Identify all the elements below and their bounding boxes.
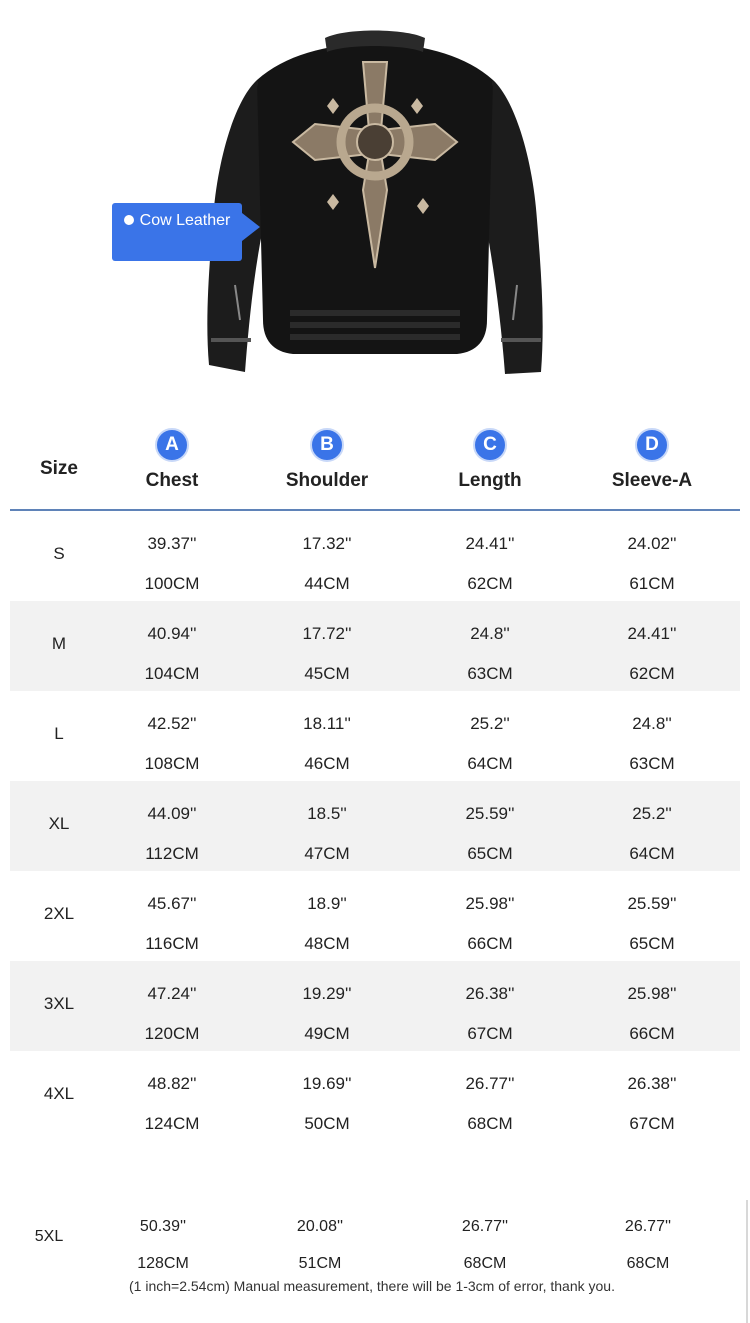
chest-inches: 42.52'' (147, 714, 197, 733)
chest-cm: 104CM (144, 664, 200, 683)
shoulder-inches: 18.11'' (303, 714, 351, 733)
length-cm: 68CM (467, 1114, 513, 1133)
table-row (0, 1200, 750, 1280)
shoulder-cm: 46CM (304, 754, 350, 773)
badge-d: D (635, 428, 669, 462)
sleeve-inches: 24.41'' (627, 624, 677, 643)
length-inches: 25.2'' (470, 714, 510, 733)
column-header-chest (97, 428, 247, 492)
column-label-length: Length (458, 470, 522, 491)
shoulder-inches: 18.5'' (307, 804, 347, 823)
chest-cm: 100CM (144, 574, 200, 593)
leather-jacket-image (195, 20, 555, 380)
shoulder-inches: 19.69'' (302, 1074, 352, 1093)
column-header-shoulder (252, 428, 402, 492)
shoulder-cm: 50CM (304, 1114, 350, 1133)
size-cell: M (51, 634, 67, 653)
chest-cm: 116CM (145, 934, 199, 953)
sleeve-inches: 24.02'' (627, 534, 677, 553)
sleeve-cm: 62CM (629, 664, 675, 683)
size-cell: L (54, 724, 64, 743)
chest-cm: 124CM (144, 1114, 200, 1133)
column-header-sleeve (577, 428, 727, 492)
column-header-length (415, 428, 565, 492)
size-cell: 5XL (34, 1228, 64, 1245)
bullet-dot-icon (124, 215, 134, 225)
badge-c: C (473, 428, 507, 462)
sleeve-inches: 26.38'' (627, 1074, 677, 1093)
chest-cm: 120CM (144, 1024, 200, 1043)
table-row (10, 601, 740, 691)
sleeve-inches: 25.2'' (632, 804, 672, 823)
table-row (10, 511, 740, 601)
chest-cm: 112CM (145, 844, 199, 863)
measurement-note: (1 inch=2.54cm) Manual measurement, there will be 1-3cm of error, thank you. (129, 1278, 615, 1294)
length-inches: 25.59'' (465, 804, 515, 823)
sleeve-cm: 61CM (629, 574, 675, 593)
length-inches: 26.38'' (465, 984, 515, 1003)
chest-inches: 44.09'' (147, 804, 197, 823)
chest-cm: 108CM (144, 754, 200, 773)
badge-a: A (155, 428, 189, 462)
shoulder-cm: 49CM (304, 1024, 350, 1043)
size-cell: XL (48, 814, 70, 833)
shoulder-cm: 51CM (298, 1255, 342, 1272)
image-edge-divider (746, 1200, 748, 1323)
column-label-sleeve: Sleeve-A (611, 470, 693, 491)
sleeve-inches: 24.8'' (632, 714, 672, 733)
table-row (10, 1051, 740, 1141)
length-inches: 24.41'' (465, 534, 515, 553)
sleeve-cm: 65CM (629, 934, 675, 953)
shoulder-cm: 48CM (304, 934, 350, 953)
length-cm: 65CM (467, 844, 513, 863)
shoulder-inches: 17.32'' (302, 534, 352, 553)
shoulder-inches: 17.72'' (302, 624, 352, 643)
length-inches: 24.8'' (470, 624, 510, 643)
column-label-shoulder: Shoulder (285, 470, 369, 491)
shoulder-cm: 47CM (304, 844, 350, 863)
length-inches: 26.77'' (461, 1218, 509, 1235)
material-label: Cow Leather (139, 212, 231, 229)
size-cell: S (53, 544, 65, 563)
sleeve-inches: 25.98'' (627, 984, 677, 1003)
table-row (10, 781, 740, 871)
size-column-header: Size (39, 458, 79, 479)
shoulder-cm: 44CM (304, 574, 350, 593)
length-cm: 68CM (463, 1255, 507, 1272)
chest-inches: 39.37'' (147, 534, 197, 553)
product-image (0, 0, 750, 400)
length-cm: 63CM (467, 664, 513, 683)
length-cm: 64CM (467, 754, 513, 773)
material-callout (112, 203, 242, 261)
chest-inches: 48.82'' (147, 1074, 197, 1093)
length-cm: 62CM (467, 574, 513, 593)
shoulder-inches: 20.08'' (296, 1218, 344, 1235)
chest-inches: 45.67'' (147, 894, 197, 913)
badge-b: B (310, 428, 344, 462)
length-inches: 25.98'' (465, 894, 515, 913)
table-row (10, 691, 740, 781)
length-cm: 66CM (467, 934, 513, 953)
chest-inches: 40.94'' (147, 624, 197, 643)
sleeve-cm: 64CM (629, 844, 675, 863)
shoulder-inches: 19.29'' (302, 984, 352, 1003)
column-label-chest: Chest (145, 470, 199, 491)
sleeve-cm: 67CM (629, 1114, 675, 1133)
shoulder-cm: 45CM (304, 664, 350, 683)
table-row (10, 871, 740, 961)
size-cell: 2XL (43, 904, 75, 923)
table-row (10, 961, 740, 1051)
sleeve-cm: 63CM (629, 754, 675, 773)
chest-inches: 47.24'' (147, 984, 197, 1003)
size-cell: 3XL (43, 994, 75, 1013)
sleeve-inches: 25.59'' (627, 894, 677, 913)
sleeve-cm: 66CM (629, 1024, 675, 1043)
size-cell: 4XL (43, 1084, 75, 1103)
shoulder-inches: 18.9'' (307, 894, 347, 913)
length-cm: 67CM (467, 1024, 513, 1043)
chest-inches: 50.39'' (139, 1218, 187, 1235)
length-inches: 26.77'' (465, 1074, 515, 1093)
sleeve-inches: 26.77'' (624, 1218, 672, 1235)
chest-cm: 128CM (137, 1255, 189, 1272)
sleeve-cm: 68CM (626, 1255, 670, 1272)
